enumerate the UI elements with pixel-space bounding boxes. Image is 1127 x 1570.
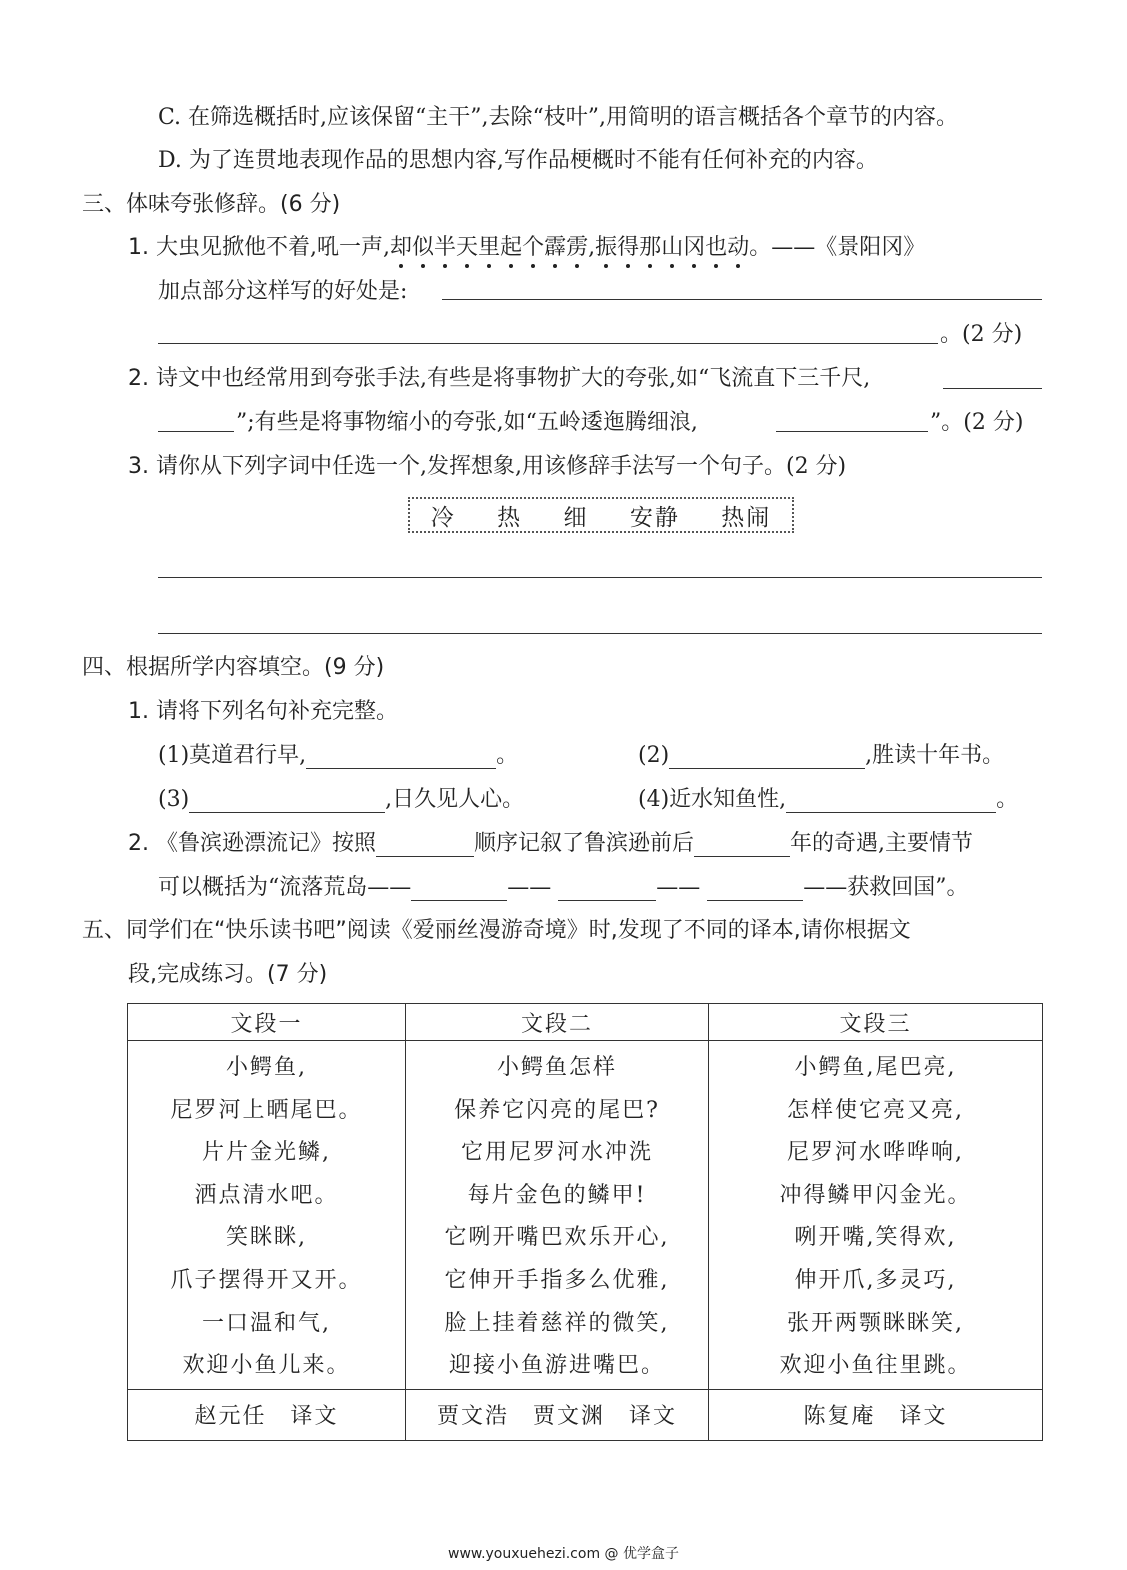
- emphasis-char: 雳: [566, 235, 588, 260]
- emphasis-char: 那: [639, 235, 661, 260]
- answer-blank[interactable]: [707, 876, 803, 901]
- quote-item-2: [638, 738, 1004, 769]
- column-header: 文段三: [709, 1004, 1043, 1041]
- s3-q1-dotted-phrase: [390, 235, 749, 260]
- emphasis-dot: [648, 264, 652, 268]
- word-option[interactable]: 热: [497, 504, 523, 531]
- quote-item-3-post: ,日久见人心。: [385, 787, 525, 812]
- emphasis-char: 起: [500, 235, 522, 260]
- emphasis-dot: [714, 264, 718, 268]
- answer-blank[interactable]: [786, 788, 996, 813]
- quote-item-4: [638, 782, 1018, 813]
- answer-blank[interactable]: [376, 832, 474, 857]
- poem-line: 小鳄鱼,: [226, 1055, 307, 1080]
- answer-line[interactable]: [158, 577, 1042, 578]
- quote-item-1-pre: (1)莫道君行早,: [158, 743, 307, 768]
- s3-q2-line1: [128, 361, 870, 392]
- poem-line: 欢迎小鱼往里跳。: [779, 1353, 972, 1379]
- s4-q2-line2: [158, 870, 969, 901]
- emphasis-char: ,: [588, 235, 596, 260]
- s3-q3-text: 请你从下列字词中任选一个,发挥想象,用该修辞手法写一个句子。(2 分): [156, 454, 847, 479]
- s3-q1-post: 。——《景阳冈》: [749, 235, 926, 260]
- answer-line[interactable]: [158, 633, 1042, 634]
- answer-line[interactable]: [442, 299, 1042, 300]
- s3-q2-end: ”。(2 分): [930, 410, 1024, 435]
- emphasis-dot: [399, 264, 403, 268]
- table-footer-row: [128, 1389, 1043, 1440]
- emphasis-char: 动: [727, 235, 749, 260]
- option-d: D. 为了连贯地表现作品的思想内容,写作品梗概时不能有任何补充的内容。: [158, 148, 878, 173]
- s3-q3: [128, 449, 846, 480]
- emphasis-dot: [604, 264, 608, 268]
- emphasis-dot: [692, 264, 696, 268]
- poem-line: 它伸开手指多么优雅,: [444, 1267, 670, 1293]
- emphasis-dot: [670, 264, 674, 268]
- translator-credit: 贾文浩 贾文渊 译文: [406, 1389, 709, 1440]
- poem-line: 脸上挂着慈祥的微笑,: [444, 1310, 670, 1336]
- word-option[interactable]: 细: [563, 504, 589, 531]
- quote-item-1-post: 。: [496, 743, 519, 768]
- answer-blank[interactable]: [694, 832, 790, 857]
- s3-q1-pre: 大虫见掀他不着,吼一声,: [156, 235, 390, 260]
- poem-line: 保养它闪亮的尾巴?: [454, 1097, 660, 1123]
- s3-q1-score: 。(2 分): [940, 322, 1023, 347]
- poem-line: 尼罗河上晒尾巴。: [170, 1097, 363, 1123]
- section3-heading: 三、体味夸张修辞。(6 分): [82, 192, 341, 217]
- emphasis-dot: [421, 264, 425, 268]
- poem-line: 怎样使它亮又亮,: [787, 1097, 964, 1123]
- emphasis-char: 也: [705, 235, 727, 260]
- quote-item-2-pre: (2): [638, 743, 670, 768]
- s4-q2-b: 顺序记叙了鲁滨逊前后: [474, 831, 695, 856]
- poem-line: 张开两颚眯眯笑,: [787, 1310, 964, 1336]
- translator-credit: 陈复庵 译文: [709, 1389, 1043, 1440]
- poem-line: 欢迎小鱼儿来。: [182, 1353, 351, 1379]
- s3-q2-text: 诗文中也经常用到夸张手法,有些是将事物扩大的夸张,如“飞流直下三千尺,: [156, 366, 871, 391]
- quote-item-2-post: ,胜读十年书。: [865, 743, 1005, 768]
- answer-line[interactable]: [158, 431, 234, 432]
- s4-q2-c: 年的奇遇,主要情节: [790, 831, 974, 856]
- poem-line: 迎接小鱼游进嘴巴。: [448, 1353, 665, 1379]
- poem-line: 一口温和气,: [202, 1310, 331, 1336]
- emphasis-dot: [626, 264, 630, 268]
- quote-item-1: [158, 738, 518, 769]
- answer-blank[interactable]: [669, 744, 865, 769]
- s3-q2-mid: ”;有些是将事物缩小的夸张,如“五岭逶迤腾细浪,: [236, 410, 698, 435]
- column-header: 文段二: [406, 1004, 709, 1041]
- s4-q1: [128, 694, 398, 725]
- section5-heading-line1: 五、同学们在“快乐读书吧”阅读《爱丽丝漫游奇境》时,发现了不同的译本,请你根据文: [82, 918, 911, 943]
- emphasis-dot: [443, 264, 447, 268]
- emphasis-dot: [575, 264, 579, 268]
- s4-q2-line2-start: 可以概括为“流落荒岛——: [158, 875, 412, 900]
- s4-q1-text: 请将下列名句补充完整。: [156, 699, 399, 724]
- poem-line: 小鳄鱼,尾巴亮,: [794, 1055, 957, 1080]
- quote-item-4-pre: (4)近水知鱼性,: [638, 787, 787, 812]
- emphasis-char: 天: [456, 235, 478, 260]
- emphasis-char: 冈: [683, 235, 705, 260]
- answer-line[interactable]: [158, 343, 938, 344]
- emphasis-dot: [487, 264, 491, 268]
- word-choice-box: [408, 497, 794, 533]
- poem-line: 笑眯眯,: [226, 1225, 307, 1251]
- footer-watermark: www.youxuehezi.com @ 优学盒子: [448, 1546, 679, 1562]
- answer-line[interactable]: [776, 431, 928, 432]
- poem-line: 洒点清水吧。: [194, 1182, 339, 1208]
- section5-heading-line2: 段,完成练习。(7 分): [128, 962, 328, 987]
- poem-line: 每片金色的鳞甲!: [467, 1182, 647, 1208]
- word-option[interactable]: 冷: [430, 504, 456, 531]
- translation-table: [127, 1003, 1043, 1441]
- answer-blank[interactable]: [306, 744, 496, 769]
- poem-line: 冲得鳞甲闪金光。: [779, 1182, 972, 1208]
- emphasis-char: 个: [522, 235, 544, 260]
- table-body-row: [128, 1041, 1043, 1390]
- s3-q1-prompt: 加点部分这样写的好处是:: [158, 279, 408, 304]
- s3-q2-number: 2.: [128, 366, 149, 391]
- dash: ——: [656, 875, 701, 900]
- passage-1: [128, 1041, 406, 1390]
- emphasis-char: 山: [661, 235, 683, 260]
- s4-q2-line1: [128, 826, 973, 857]
- poem-line: 伸开爪,多灵巧,: [794, 1267, 957, 1293]
- poem-line: 小鳄鱼怎样: [496, 1055, 617, 1080]
- emphasis-char: 里: [478, 235, 500, 260]
- dash: ——: [507, 875, 552, 900]
- emphasis-char: 半: [434, 235, 456, 260]
- emphasis-dot: [531, 264, 535, 268]
- emphasis-dot: [736, 264, 740, 268]
- emphasis-char: 得: [617, 235, 639, 260]
- word-option[interactable]: 安静: [629, 504, 680, 531]
- emphasis-dot: [509, 264, 513, 268]
- emphasis-char: 却: [390, 235, 412, 260]
- poem-line: 它用尼罗河水冲洗: [460, 1140, 653, 1166]
- s4-q2-number: 2.: [128, 831, 149, 856]
- answer-blank[interactable]: [411, 876, 507, 901]
- emphasis-char: 霹: [544, 235, 566, 260]
- s3-q1: [128, 230, 925, 261]
- poem-line: 它咧开嘴巴欢乐开心,: [444, 1225, 670, 1251]
- emphasis-char: 似: [412, 235, 434, 260]
- quote-item-4-post: 。: [996, 787, 1019, 812]
- poem-line: 爪子摆得开又开。: [170, 1267, 363, 1293]
- poem-line: 尼罗河水哗哗响,: [787, 1140, 964, 1166]
- s3-q1-number: 1.: [128, 235, 149, 260]
- word-option[interactable]: 热闹: [721, 504, 772, 531]
- s4-q2-line2-end: ——获救回国”。: [803, 875, 969, 900]
- s3-q3-number: 3.: [128, 454, 149, 479]
- section4-heading: 四、根据所学内容填空。(9 分): [82, 655, 385, 680]
- table-header-row: [128, 1004, 1043, 1041]
- passage-3: [709, 1041, 1043, 1390]
- answer-blank[interactable]: [558, 876, 656, 901]
- quote-item-3: [158, 782, 524, 813]
- quote-item-3-pre: (3): [158, 787, 190, 812]
- answer-line[interactable]: [943, 388, 1042, 389]
- s4-q1-number: 1.: [128, 699, 149, 724]
- s4-q2-a: 《鲁滨逊漂流记》按照: [156, 831, 377, 856]
- column-header: 文段一: [128, 1004, 406, 1041]
- poem-line: 片片金光鳞,: [202, 1140, 331, 1166]
- emphasis-dot: [465, 264, 469, 268]
- poem-line: 咧开嘴,笑得欢,: [794, 1225, 957, 1251]
- passage-2: [406, 1041, 709, 1390]
- option-c: C. 在筛选概括时,应该保留“主干”,去除“枝叶”,用简明的语言概括各个章节的内容。: [158, 105, 959, 130]
- emphasis-char: 振: [595, 235, 617, 260]
- answer-blank[interactable]: [189, 788, 385, 813]
- translator-credit: 赵元任 译文: [128, 1389, 406, 1440]
- emphasis-dot: [553, 264, 557, 268]
